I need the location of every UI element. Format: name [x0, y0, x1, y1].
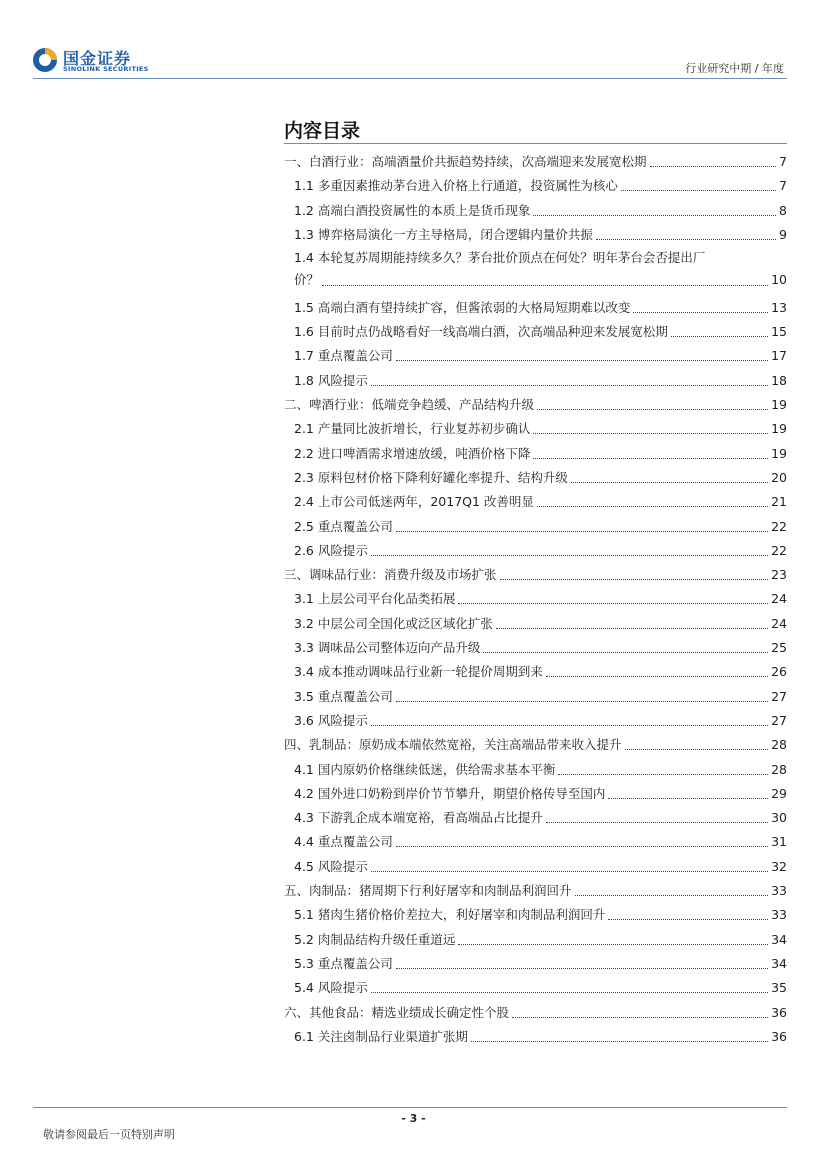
toc-entry[interactable]	[294, 1023, 787, 1045]
toc-leader-dots	[537, 409, 768, 410]
toc-entry-label: 3.3 调味品公司整体迈向产品升级	[294, 640, 481, 655]
toc-entry-label: 2.5 重点覆盖公司	[294, 518, 393, 534]
toc-entry-page: 27	[771, 712, 787, 728]
toc-entry-label: 六、其他食品：精选业绩成长确定性个股	[284, 1004, 510, 1020]
toc-leader-dots	[512, 1017, 768, 1018]
footer-divider	[33, 1107, 787, 1108]
toc-entry[interactable]	[294, 415, 787, 437]
toc-entry-label: 三、调味品行业：消费升级及市场扩张	[284, 567, 497, 583]
toc-entry-page: 10	[771, 272, 787, 288]
toc-entry[interactable]	[294, 537, 787, 559]
toc-entry-page: 29	[771, 785, 787, 801]
toc-entry-page: 21	[771, 494, 787, 510]
toc-title: 内容目录	[284, 120, 361, 142]
toc-entry-page: 22	[771, 518, 787, 534]
toc-entry[interactable]	[294, 221, 787, 243]
toc-entry[interactable]	[294, 950, 787, 972]
toc-leader-dots	[596, 239, 776, 240]
toc-entry-label: 4.4 重点覆盖公司	[294, 834, 393, 850]
toc-entry-label: 价？	[294, 272, 320, 288]
toc-entry-label: 6.1 关注卤制品行业渠道扩张期	[294, 1028, 468, 1044]
logo-english-name: SINOLINK SECURITIES	[63, 65, 149, 73]
toc-entry-label: 2.1 产量同比波折增长，行业复苏初步确认	[294, 421, 531, 437]
toc-entry[interactable]	[294, 853, 787, 875]
toc-leader-dots	[625, 749, 769, 750]
toc-entry[interactable]	[294, 197, 787, 219]
toc-section-entry[interactable]	[284, 731, 787, 753]
toc-entry-label: 2.2 进口啤酒需求增速放缓，吨酒价格下降	[294, 445, 531, 461]
toc-entry-label: 4.2 国外进口奶粉到岸价节节攀升，期望价格传导至国内	[294, 785, 606, 801]
toc-entry[interactable]	[294, 974, 787, 996]
toc-entry-label: 1.1 多重因素推动茅台进入价格上行通道，投资属性为核心	[294, 178, 618, 194]
toc-entry[interactable]	[294, 683, 787, 705]
toc-entry-page: 35	[771, 980, 787, 996]
toc-entry[interactable]	[294, 901, 787, 923]
toc-leader-dots	[458, 944, 768, 945]
toc-entry[interactable]	[294, 610, 787, 632]
toc-leader-dots	[533, 215, 776, 216]
toc-entry-page: 36	[771, 1028, 787, 1044]
toc-entry-page: 26	[771, 664, 787, 680]
toc-leader-dots	[496, 628, 768, 629]
toc-entry-page: 33	[771, 883, 787, 898]
toc-entry-label: 一、白酒行业：高端酒量价共振趋势持续，次高端迎来发展宽松期	[284, 154, 647, 169]
toc-entry-label: 2.6 风险提示	[294, 542, 368, 558]
toc-entry-page: 8	[779, 202, 787, 218]
toc-leader-dots	[546, 822, 768, 823]
toc-entry-label: 4.3 下游乳企成本端宽裕，看高端品占比提升	[294, 810, 543, 826]
toc-entry-page: 36	[771, 1004, 787, 1020]
toc-entry-page: 20	[771, 469, 787, 485]
toc-entry-page: 25	[771, 640, 787, 655]
toc-entry[interactable]	[294, 488, 787, 510]
toc-leader-dots	[371, 385, 768, 386]
toc-entry-page: 19	[771, 397, 787, 412]
toc-entry-label: 5.1 猪肉生猪价格价差拉大，利好屠宰和肉制品利润回升	[294, 907, 606, 923]
toc-entry-label: 1.3 博弈格局演化一方主导格局，闭合逻辑内量价共振	[294, 226, 593, 242]
toc-entry-label: 1.8 风险提示	[294, 372, 368, 388]
toc-entry[interactable]	[294, 804, 787, 826]
toc-leader-dots	[371, 725, 768, 726]
toc-entry-label: 3.2 中层公司全国化或泛区域化扩张	[294, 615, 493, 631]
toc-entry-label: 五、肉制品：猪周期下行利好屠宰和肉制品利润回升	[284, 883, 572, 898]
toc-leader-dots	[458, 603, 768, 604]
toc-section-entry[interactable]	[284, 877, 787, 899]
toc-leader-dots	[396, 701, 768, 702]
toc-entry-page: 17	[771, 348, 787, 364]
toc-entry[interactable]	[294, 658, 787, 680]
disclaimer: 敬请参阅最后一页特别声明	[43, 1128, 175, 1141]
toc-entry[interactable]	[294, 634, 787, 656]
toc-entry[interactable]	[294, 247, 787, 291]
toc-entry-label: 1.2 高端白酒投资属性的本质上是货币现象	[294, 202, 531, 218]
toc-leader-dots	[537, 506, 768, 507]
toc-entry[interactable]	[294, 342, 787, 364]
toc-entry-page: 18	[771, 372, 787, 388]
toc-entry-label: 1.7 重点覆盖公司	[294, 348, 393, 364]
toc-leader-dots	[396, 846, 768, 847]
toc-entry-page: 23	[771, 567, 787, 583]
toc-entry-page: 34	[771, 955, 787, 971]
toc-leader-dots	[621, 190, 776, 191]
toc-entry[interactable]	[294, 464, 787, 486]
toc-leader-dots	[558, 774, 768, 775]
toc-leader-dots	[575, 895, 769, 896]
toc-entry[interactable]	[294, 756, 787, 778]
toc-entry[interactable]	[294, 707, 787, 729]
toc-entry[interactable]	[294, 318, 787, 340]
toc-entry-page: 31	[771, 834, 787, 850]
toc-entry-page: 34	[771, 931, 787, 947]
toc-leader-dots	[608, 798, 768, 799]
report-type: 行业研究中期 / 年度	[685, 62, 784, 75]
toc-entry-label: 5.4 风险提示	[294, 980, 368, 996]
toc-entry-label: 2.3 原料包材价格下降利好罐化率提升、结构升级	[294, 469, 568, 485]
toc-entry-page: 32	[771, 858, 787, 874]
toc-entry-page: 33	[771, 907, 787, 923]
toc-leader-dots	[533, 433, 768, 434]
toc-entry-label: 4.5 风险提示	[294, 858, 368, 874]
toc-entry-page: 28	[771, 761, 787, 777]
toc-entry-label: 四、乳制品：原奶成本端依然宽裕，关注高端品带来收入提升	[284, 737, 622, 753]
toc-section-entry[interactable]	[284, 561, 787, 583]
toc-leader-dots	[396, 531, 768, 532]
toc-entry-label: 3.1 上层公司平台化品类拓展	[294, 591, 456, 607]
toc-entry-label: 1.4 本轮复苏周期能持续多久？茅台批价顶点在何处？明年茅台会否提出厂	[294, 250, 706, 266]
toc-leader-dots	[546, 676, 768, 677]
toc-entry-page: 19	[771, 445, 787, 461]
toc-entry[interactable]	[294, 585, 787, 607]
toc-entry[interactable]	[294, 926, 787, 948]
toc-entry-page: 30	[771, 810, 787, 826]
toc-entry[interactable]	[294, 513, 787, 535]
toc-entry[interactable]	[294, 294, 787, 316]
toc-entry-page: 22	[771, 542, 787, 558]
toc-leader-dots	[500, 579, 769, 580]
toc-entry-label: 3.4 成本推动调味品行业新一轮提价周期到来	[294, 664, 543, 680]
toc-leader-dots	[396, 360, 768, 361]
toc-entry-label: 二、啤酒行业：低端竞争趋缓、产品结构升级	[284, 397, 535, 412]
toc-leader-dots	[371, 555, 768, 556]
logo-mark-icon	[33, 48, 57, 72]
company-logo	[33, 46, 163, 76]
toc-entry-label: 5.2 肉制品结构升级任重道远	[294, 931, 456, 947]
toc-entry-page: 15	[771, 324, 787, 340]
toc-entry-page: 27	[771, 688, 787, 704]
toc-entry-label: 2.4 上市公司低迷两年，2017Q1 改善明显	[294, 494, 534, 510]
toc-entry[interactable]	[294, 828, 787, 850]
toc-leader-dots	[608, 919, 768, 920]
toc-leader-dots	[633, 312, 768, 313]
page-number: - 3 -	[401, 1112, 426, 1125]
toc-entry-page: 9	[779, 226, 787, 242]
toc-entry-label: 1.5 高端白酒有望持续扩容，但酱浓弱的大格局短期难以改变	[294, 299, 631, 315]
toc-leader-dots	[671, 336, 768, 337]
toc-entry[interactable]	[294, 367, 787, 389]
page-header	[0, 0, 827, 82]
toc-leader-dots	[471, 1041, 768, 1042]
toc-leader-dots	[483, 652, 768, 653]
toc-entry-page: 13	[771, 299, 787, 315]
toc-entry-page: 28	[771, 737, 787, 753]
toc-leader-dots	[650, 166, 777, 167]
toc-entry-page: 7	[779, 154, 787, 169]
toc-entry-page: 24	[771, 615, 787, 631]
toc-entry-page: 19	[771, 421, 787, 437]
toc-section-entry[interactable]	[284, 391, 787, 413]
toc-leader-dots	[371, 871, 768, 872]
toc-leader-dots	[322, 285, 768, 286]
toc-entry-page: 7	[779, 178, 787, 194]
toc-section-entry[interactable]	[284, 148, 787, 170]
toc-entry-label: 3.5 重点覆盖公司	[294, 688, 393, 704]
toc-entry[interactable]	[294, 780, 787, 802]
toc-entry[interactable]	[294, 172, 787, 194]
toc-leader-dots	[571, 482, 768, 483]
toc-leader-dots	[396, 968, 768, 969]
logo-chinese-name: 国金证券	[63, 49, 132, 68]
toc-entry[interactable]	[294, 440, 787, 462]
header-divider	[33, 78, 787, 79]
toc-leader-dots	[533, 458, 768, 459]
toc-entry-label: 5.3 重点覆盖公司	[294, 955, 393, 971]
toc-entry-label: 3.6 风险提示	[294, 712, 368, 728]
toc-entry-label: 4.1 国内原奶价格继续低迷，供给需求基本平衡	[294, 761, 556, 777]
toc-entry-page: 24	[771, 591, 787, 607]
toc-entry-label: 1.6 目前时点仍战略看好一线高端白酒，次高端品种迎来发展宽松期	[294, 324, 668, 340]
toc-section-entry[interactable]	[284, 999, 787, 1021]
toc-title-divider	[284, 143, 787, 144]
toc-leader-dots	[371, 992, 768, 993]
